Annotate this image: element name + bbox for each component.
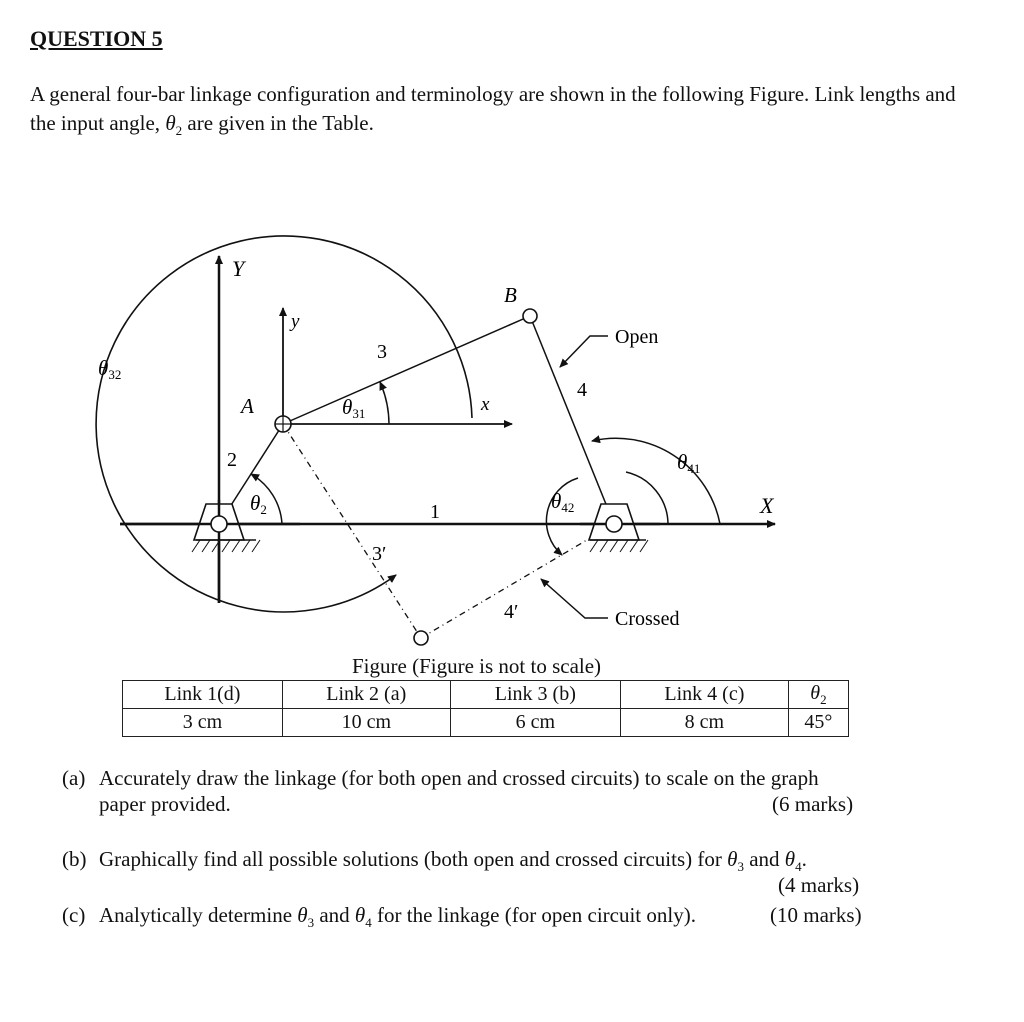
table-cell: 8 cm <box>620 709 788 737</box>
question-title: QUESTION 5 <box>30 26 163 51</box>
theta-sub: 4 <box>795 859 802 875</box>
label-link1: 1 <box>430 501 440 523</box>
joint-B <box>523 309 537 323</box>
theta-sub: 4 <box>365 915 372 931</box>
label-theta31: θ31 <box>342 395 366 421</box>
intro-theta: θ <box>165 111 176 135</box>
label-A: A <box>241 394 254 418</box>
part-b-and: and <box>743 847 785 871</box>
table-header-row <box>123 681 849 709</box>
joint-B-crossed <box>414 631 428 645</box>
label-theta41: θ41 <box>677 450 701 476</box>
table-header-cell: Link 2 (a) <box>282 681 450 709</box>
part-b-label: (b) <box>62 847 87 871</box>
part-c-text2: for the linkage (for open circuit only). <box>371 903 696 927</box>
ground-support-right <box>580 504 660 552</box>
label-link4: 4 <box>577 379 587 401</box>
label-x: x <box>481 394 490 415</box>
part-b-text: Graphically find all possible solutions (both open and crossed circuits) for <box>99 847 728 871</box>
theta-sub: 3 <box>737 859 744 875</box>
label-open: Open <box>615 326 659 348</box>
table-header-theta2 <box>788 681 848 709</box>
intro-text-1: A general four-bar linkage configuration and terminology are shown in the following Figure. Link lengths and the input angle, <box>30 82 956 135</box>
open-pointer <box>560 336 608 367</box>
link-table <box>122 680 849 737</box>
link-3 <box>283 316 530 424</box>
crossed-pointer <box>541 579 608 618</box>
label-B: B <box>504 283 517 307</box>
part-b-marks: (4 marks) <box>778 873 860 897</box>
table-cell: 45° <box>788 709 848 737</box>
label-X: X <box>760 493 774 518</box>
table-cell: 6 cm <box>450 709 620 737</box>
link-4 <box>530 316 614 524</box>
label-link2: 2 <box>227 449 237 471</box>
part-c-line1 <box>99 902 696 936</box>
table-header-cell: Link 4 (c) <box>620 681 788 709</box>
theta-symbol: θ <box>784 847 796 871</box>
table-header-cell: Link 1(d) <box>123 681 283 709</box>
part-a-line2: paper provided. <box>99 792 231 816</box>
theta-symbol: θ <box>810 681 821 704</box>
part-a-marks: (6 marks) <box>772 792 854 816</box>
theta-sub: 2 <box>820 691 827 707</box>
part-c-marks: (10 marks) <box>770 903 862 927</box>
label-theta42: θ42 <box>551 489 575 515</box>
table-cell: 3 cm <box>123 709 283 737</box>
link-3-crossed <box>283 424 421 638</box>
figure-caption: Figure (Figure is not to scale) <box>352 654 602 678</box>
part-a-label: (a) <box>62 766 86 790</box>
part-c-label: (c) <box>62 903 86 927</box>
theta-symbol: θ <box>727 847 738 871</box>
part-c-text: Analytically determine <box>99 903 298 927</box>
intro-theta-sub: 2 <box>175 123 183 139</box>
label-theta32: θ32 <box>98 356 122 382</box>
table-cell: 10 cm <box>282 709 450 737</box>
label-y: y <box>291 311 300 332</box>
label-Y: Y <box>232 256 245 281</box>
theta-symbol: θ <box>297 903 308 927</box>
label-link3: 3 <box>377 341 387 363</box>
theta-symbol: θ <box>354 903 366 927</box>
part-c-and: and <box>314 903 355 927</box>
theta-sub: 3 <box>307 915 315 931</box>
table-row <box>123 709 849 737</box>
label-link4-crossed: 4′ <box>504 601 519 623</box>
table-header-cell: Link 3 (b) <box>450 681 620 709</box>
label-crossed: Crossed <box>615 608 680 630</box>
part-b-line1 <box>99 846 807 880</box>
part-a-line1: Accurately draw the linkage (for both open and crossed circuits) to scale on the graph <box>99 766 819 790</box>
theta31-arc <box>380 382 389 424</box>
theta41-inner-arc <box>626 472 668 524</box>
intro-text-2: are given in the Table. <box>182 111 374 135</box>
label-theta2: θ2 <box>250 491 267 517</box>
part-b-end: . <box>801 847 807 871</box>
label-link3-crossed: 3′ <box>372 543 387 565</box>
